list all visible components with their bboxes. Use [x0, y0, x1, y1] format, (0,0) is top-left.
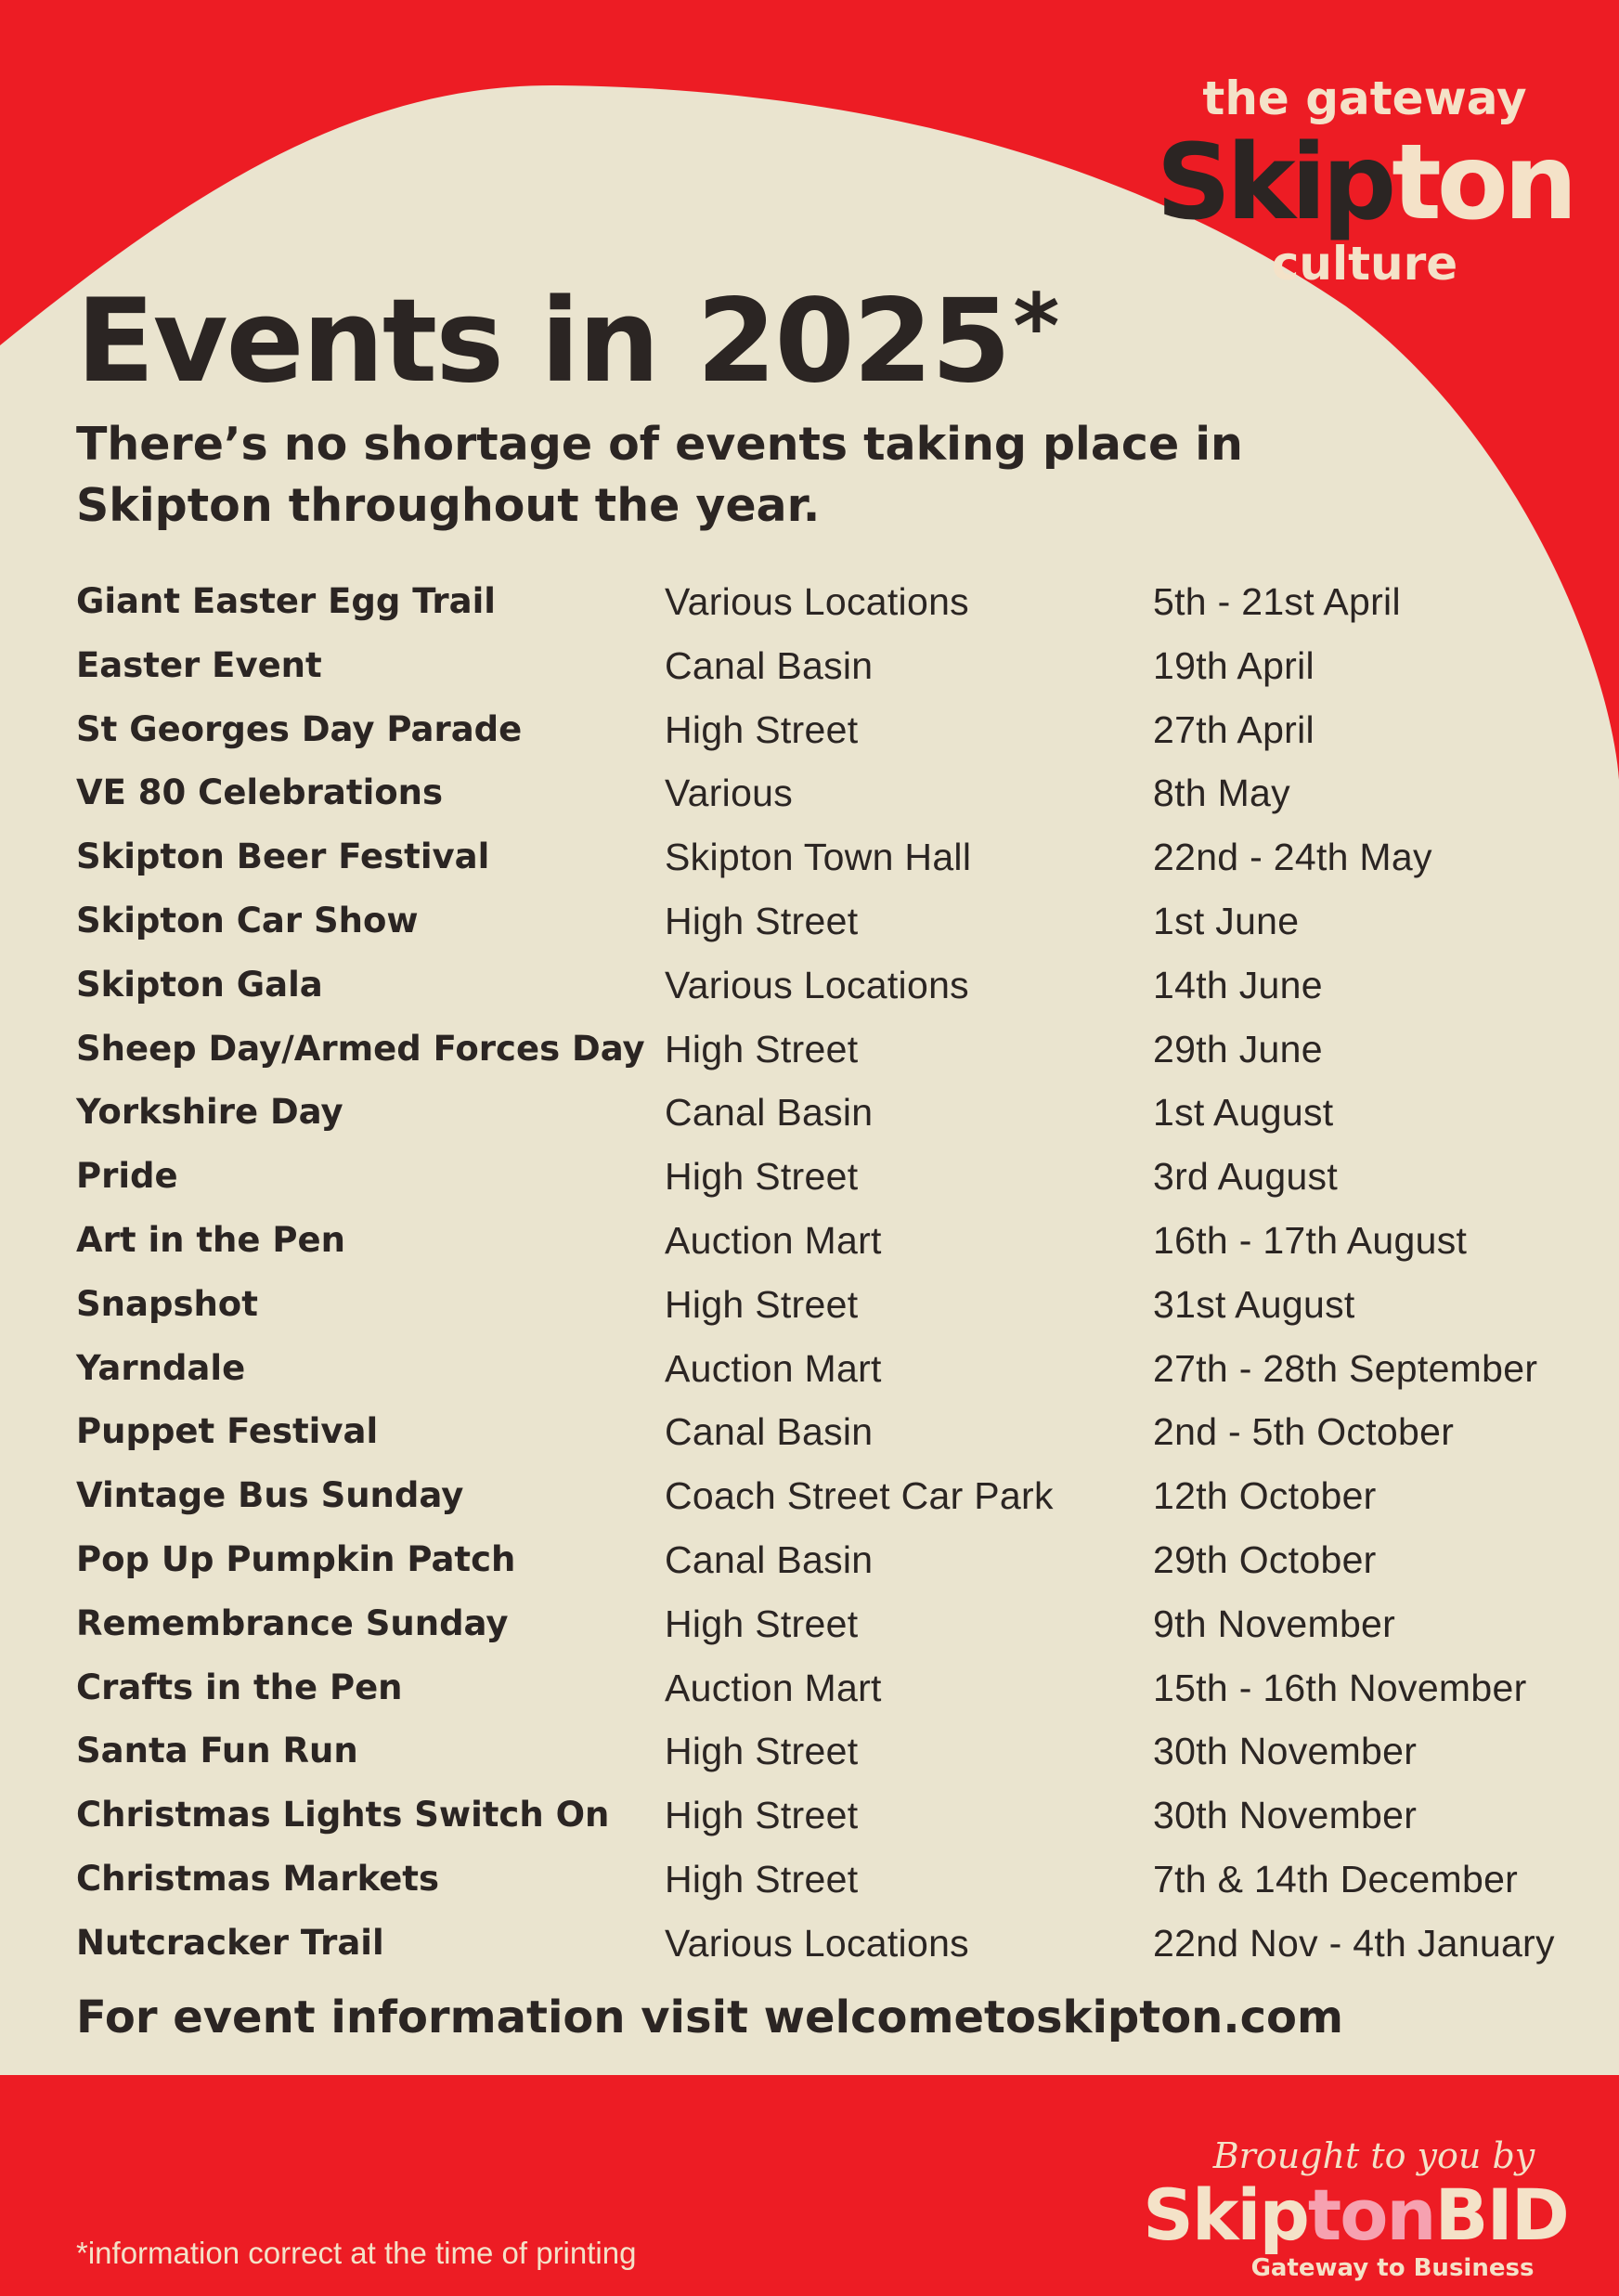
event-name: Yorkshire Day: [76, 1092, 343, 1133]
event-name: Remembrance Sunday: [76, 1602, 509, 1643]
event-name: Art in the Pen: [76, 1219, 345, 1260]
event-date: 3rd August: [1153, 1155, 1339, 1199]
event-name: Giant Easter Egg Trail: [76, 581, 496, 621]
event-date: 29th October: [1153, 1537, 1377, 1581]
event-location: Canal Basin: [665, 1537, 874, 1581]
sponsor-word-c: BID: [1434, 2173, 1568, 2256]
event-date: 12th October: [1153, 1474, 1377, 1518]
event-location: Auction Mart: [665, 1218, 882, 1262]
event-date: 1st August: [1153, 1091, 1334, 1135]
skipton-bid-logo: [1142, 2135, 1569, 2282]
page-title: [76, 277, 1057, 407]
event-location: Various Locations: [665, 1921, 969, 1965]
logo-tagline-bottom: culture: [1271, 237, 1458, 291]
skipton-culture-logo: [1151, 72, 1578, 290]
event-location: Various Locations: [665, 580, 969, 623]
event-date: 8th May: [1153, 772, 1290, 815]
event-location: High Street: [665, 1602, 859, 1645]
event-name: Puppet Festival: [76, 1411, 379, 1452]
event-date: 27th April: [1153, 707, 1315, 751]
event-date: 7th & 14th December: [1153, 1857, 1519, 1900]
event-date: 27th - 28th September: [1153, 1346, 1538, 1390]
event-date: 2nd - 5th October: [1153, 1410, 1455, 1454]
title-asterisk: *: [1013, 275, 1058, 379]
event-name: Vintage Bus Sunday: [76, 1475, 464, 1516]
event-location: High Street: [665, 707, 859, 751]
event-date: 14th June: [1153, 963, 1323, 1006]
event-name: Easter Event: [76, 644, 322, 685]
event-date: 31st August: [1153, 1282, 1355, 1326]
event-location: Various: [665, 772, 794, 815]
event-date: 30th November: [1153, 1794, 1418, 1837]
logo-word-dark: Skip: [1156, 123, 1392, 243]
event-name: Christmas Lights Switch On: [76, 1795, 610, 1836]
event-name: Pop Up Pumpkin Patch: [76, 1538, 516, 1579]
event-date: 19th April: [1153, 643, 1315, 687]
event-info-line: For event information visit welcometoskipton.com: [76, 1991, 1344, 2043]
event-location: High Street: [665, 1857, 859, 1900]
event-location: Coach Street Car Park: [665, 1474, 1054, 1518]
event-name: Snapshot: [76, 1283, 258, 1324]
event-name: St Georges Day Parade: [76, 708, 523, 749]
page-subtitle: There’s no shortage of events taking place in Skipton throughout the year.: [76, 418, 1243, 532]
event-date: 15th - 16th November: [1153, 1666, 1527, 1709]
event-location: Various Locations: [665, 963, 969, 1006]
event-location: High Street: [665, 1027, 859, 1070]
logo-tagline-top: the gateway: [1202, 71, 1527, 125]
sponsor-word-a: Skip: [1143, 2173, 1308, 2256]
event-location: Auction Mart: [665, 1666, 882, 1709]
event-name: Pride: [76, 1156, 178, 1197]
event-date: 5th - 21st April: [1153, 580, 1401, 623]
event-name: Crafts in the Pen: [76, 1667, 403, 1707]
logo-word-light: ton: [1392, 123, 1574, 243]
logo-wordmark: [1151, 123, 1578, 243]
title-text: Events in 2025: [76, 275, 1010, 409]
event-location: High Street: [665, 1282, 859, 1326]
sponsor-script: Brought to you by: [1212, 2135, 1535, 2176]
event-date: 30th November: [1153, 1730, 1418, 1773]
event-location: Auction Mart: [665, 1346, 882, 1390]
event-location: High Street: [665, 1794, 859, 1837]
event-date: 22nd - 24th May: [1153, 836, 1432, 879]
event-location: Canal Basin: [665, 1091, 874, 1135]
event-name: Skipton Gala: [76, 964, 323, 1005]
event-location: High Street: [665, 1730, 859, 1773]
event-name: Nutcracker Trail: [76, 1922, 384, 1963]
sponsor-word-b: ton: [1307, 2173, 1435, 2256]
event-name: Yarndale: [76, 1347, 246, 1388]
event-location: Skipton Town Hall: [665, 836, 972, 879]
event-location: Canal Basin: [665, 1410, 874, 1454]
sponsor-wordmark: [1142, 2173, 1569, 2256]
event-name: Santa Fun Run: [76, 1731, 358, 1771]
event-name: Skipton Car Show: [76, 900, 419, 940]
event-date: 9th November: [1153, 1602, 1396, 1645]
event-name: Skipton Beer Festival: [76, 837, 490, 877]
event-date: 1st June: [1153, 899, 1300, 942]
event-location: Canal Basin: [665, 643, 874, 687]
event-date: 29th June: [1153, 1027, 1323, 1070]
event-name: Christmas Markets: [76, 1858, 440, 1899]
event-date: 22nd Nov - 4th January: [1153, 1921, 1555, 1965]
event-location: High Street: [665, 899, 859, 942]
sponsor-tagline: Gateway to Business: [1250, 2254, 1535, 2282]
event-location: High Street: [665, 1155, 859, 1199]
event-name: VE 80 Celebrations: [76, 772, 444, 813]
event-name: Sheep Day/Armed Forces Day: [76, 1028, 645, 1069]
footnote: *information correct at the time of printing: [76, 2236, 637, 2270]
event-date: 16th - 17th August: [1153, 1218, 1468, 1262]
